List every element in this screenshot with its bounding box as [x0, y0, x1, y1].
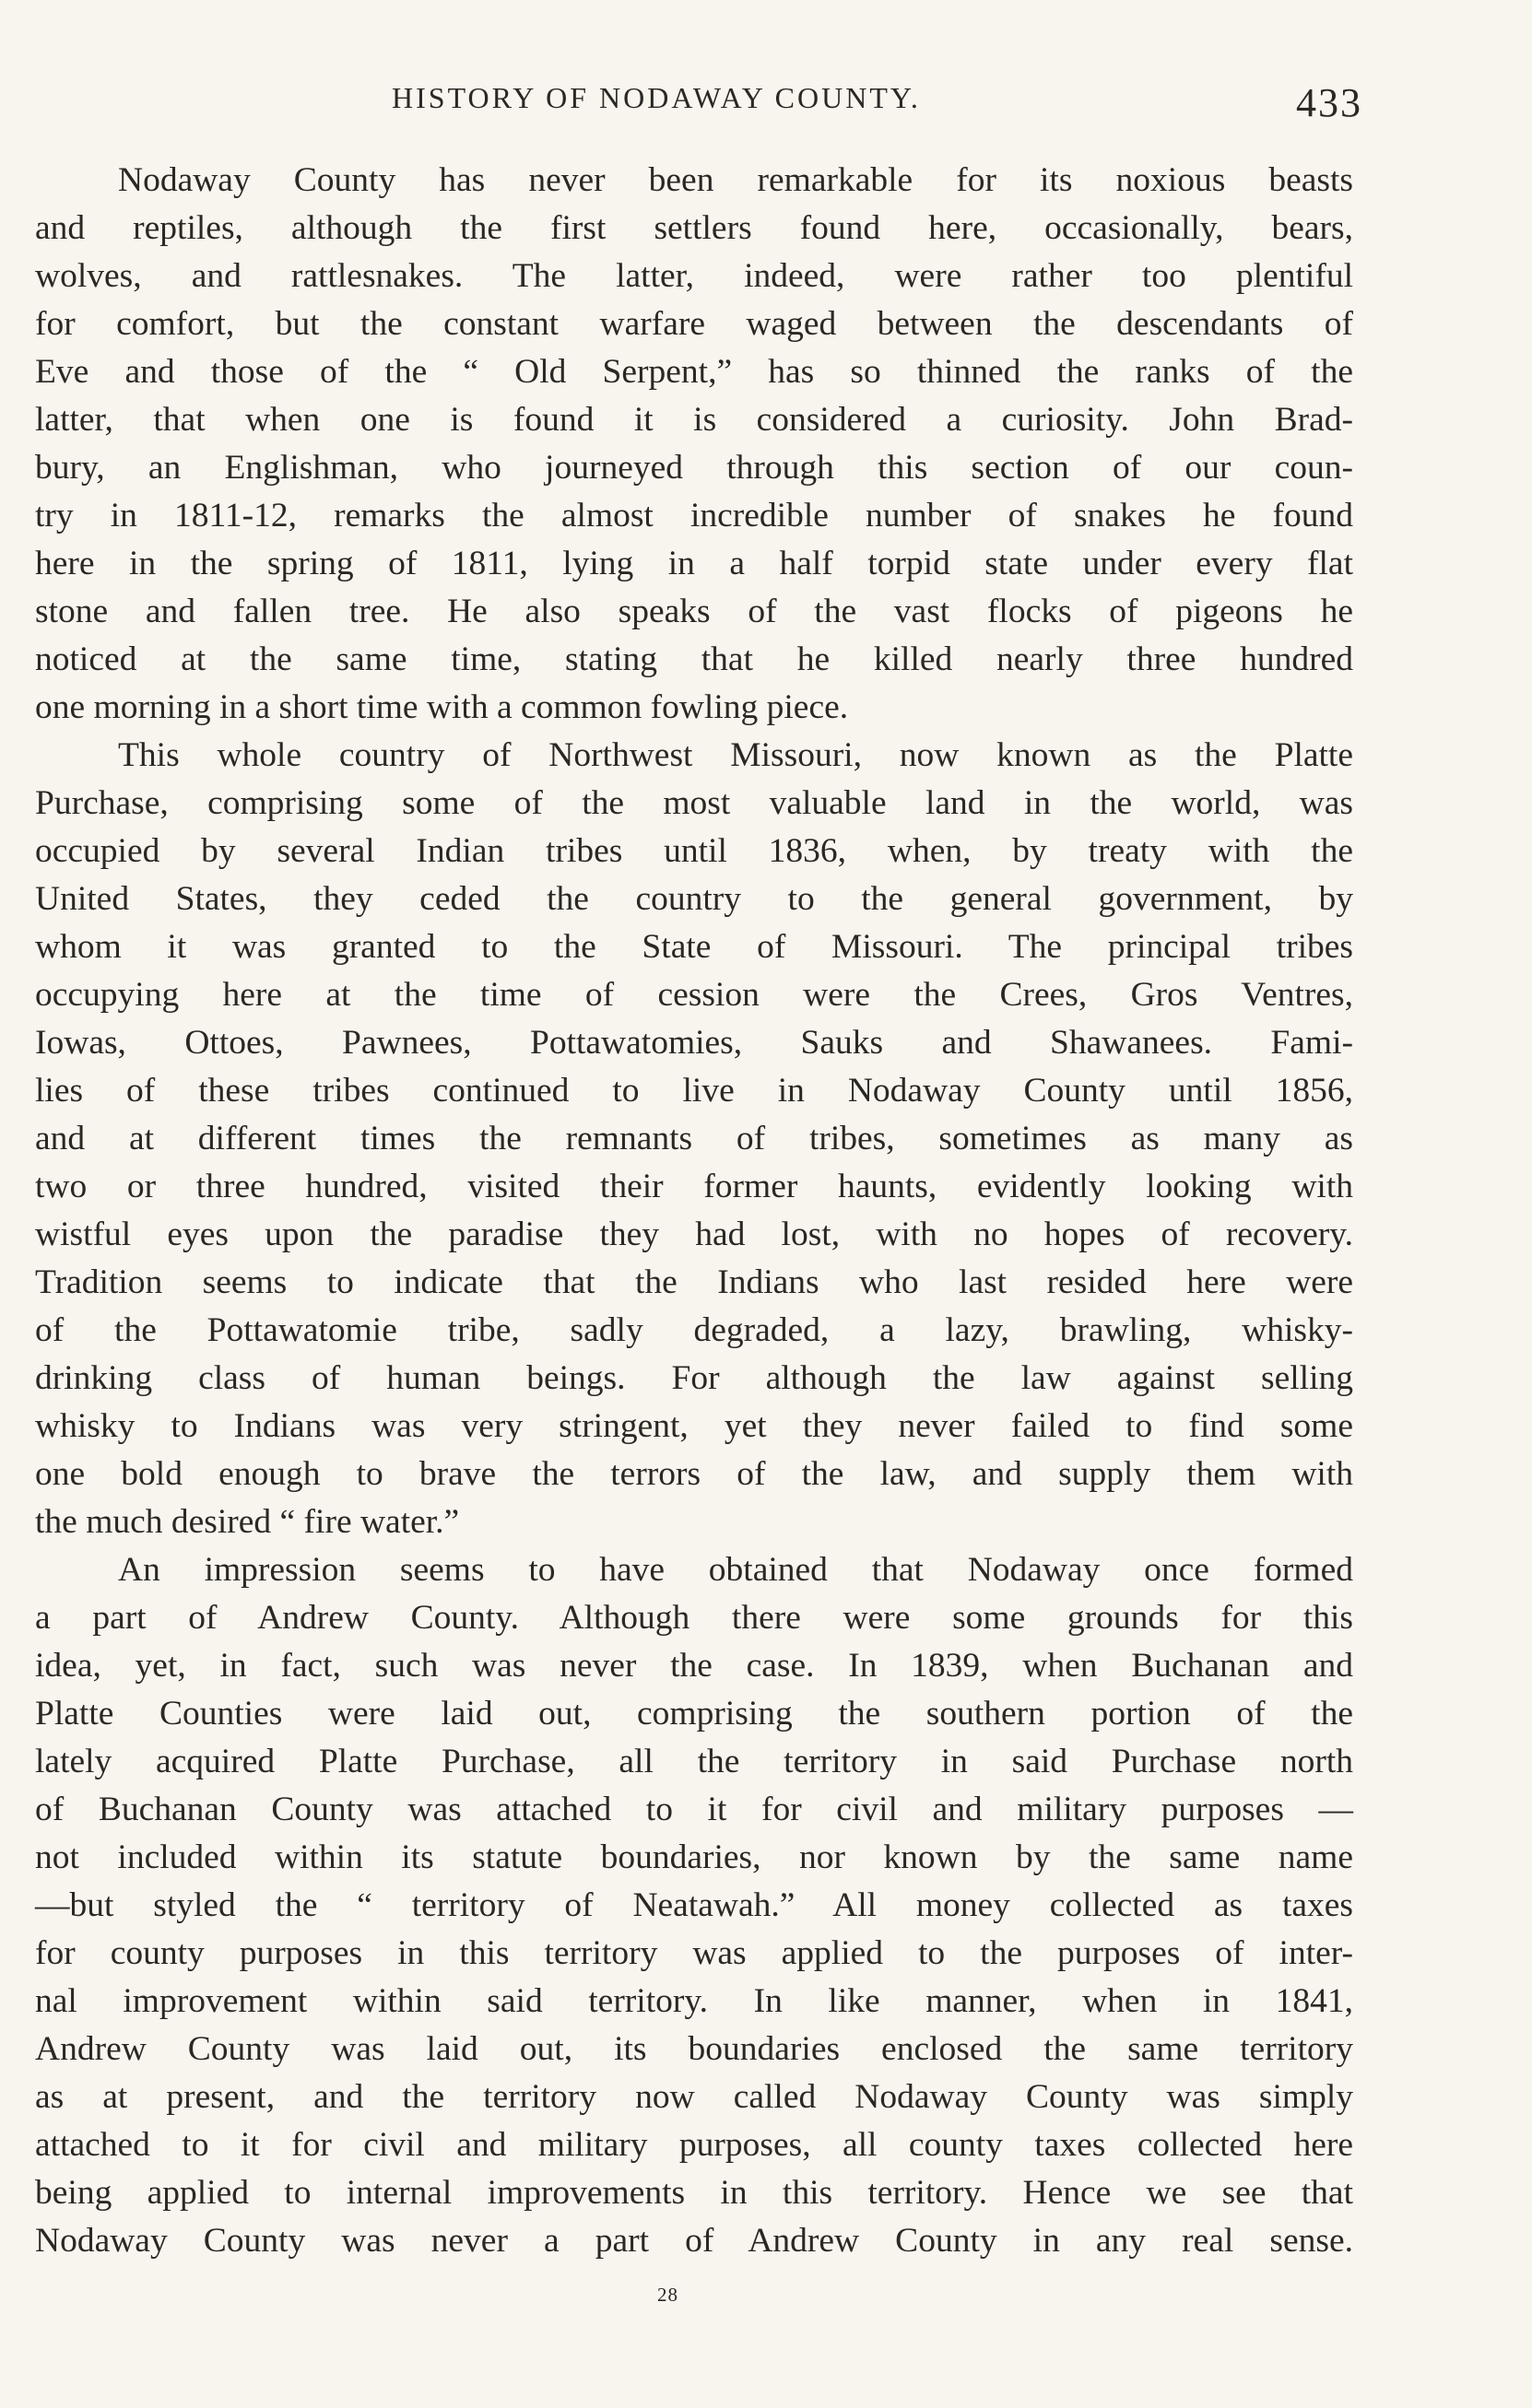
text-line: wistful eyes upon the paradise they had lost, with no hopes of recovery. — [35, 1216, 1353, 1253]
running-head: HISTORY OF NODAWAY COUNTY. — [392, 81, 921, 114]
text-line: whom it was granted to the State of Missouri. The principal tribes — [35, 928, 1353, 966]
text-line: of Buchanan County was attached to it for civil and military purposes — — [35, 1791, 1353, 1828]
text-line: being applied to internal improvements in this territory. Hence we see that — [35, 2174, 1353, 2212]
text-line: for comfort, but the constant warfare waged between the descendants of — [35, 305, 1353, 343]
text-line: try in 1811-12, remarks the almost incredible number of snakes he found — [35, 497, 1353, 534]
text-line: Tradition seems to indicate that the Indians who last resided here were — [35, 1263, 1353, 1301]
text-line: not included within its statute boundaries, nor known by the same name — [35, 1838, 1353, 1876]
signature-mark: 28 — [657, 2284, 678, 2306]
text-line: Andrew County was laid out, its boundaries enclosed the same territory — [35, 2030, 1353, 2068]
text-line: —but styled the “ territory of Neatawah.” All money collected as taxes — [35, 1886, 1353, 1924]
text-line: Eve and those of the “ Old Serpent,” has so thinned the ranks of the — [35, 353, 1353, 391]
text-line: whisky to Indians was very stringent, yet they never failed to find some — [35, 1407, 1353, 1445]
text-line: one bold enough to brave the terrors of the law, and supply them with — [35, 1455, 1353, 1493]
text-line: wolves, and rattlesnakes. The latter, indeed, were rather too plentiful — [35, 257, 1353, 295]
text-line: idea, yet, in fact, such was never the case. In 1839, when Buchanan and — [35, 1647, 1353, 1685]
text-line: lately acquired Platte Purchase, all the territory in said Purchase north — [35, 1743, 1353, 1780]
text-line: stone and fallen tree. He also speaks of the vast flocks of pigeons he — [35, 593, 1353, 630]
paragraph-indian-tribes — [35, 732, 1353, 1546]
text-line: noticed at the same time, stating that he killed nearly three hundred — [35, 640, 1353, 678]
text-line: here in the spring of 1811, lying in a half torpid state under every flat — [35, 545, 1353, 582]
text-line: as at present, and the territory now called Nodaway County was simply — [35, 2078, 1353, 2116]
paragraph-andrew-county — [35, 1546, 1353, 2265]
text-line: attached to it for civil and military purposes, all county taxes collected here — [35, 2126, 1353, 2164]
text-line: Nodaway County has never been remarkable for its noxious beasts — [118, 161, 1353, 199]
text-line: latter, that when one is found it is considered a curiosity. John Brad- — [35, 401, 1353, 439]
text-line: lies of these tribes continued to live in Nodaway County until 1856, — [35, 1072, 1353, 1110]
text-line: bury, an Englishman, who journeyed through this section of our coun- — [35, 449, 1353, 487]
text-line: drinking class of human beings. For although the law against selling — [35, 1359, 1353, 1397]
text-line: the much desired “ fire water.” — [35, 1503, 460, 1541]
text-line: for county purposes in this territory was applied to the purposes of inter- — [35, 1934, 1353, 1972]
text-line: This whole country of Northwest Missouri, now known as the Platte — [118, 736, 1353, 774]
text-line: and reptiles, although the first settlers found here, occasionally, bears, — [35, 209, 1353, 247]
paragraph-snakes — [35, 157, 1353, 732]
text-line: Iowas, Ottoes, Pawnees, Pottawatomies, Sauks and Shawanees. Fami- — [35, 1024, 1353, 1062]
text-line: of the Pottawatomie tribe, sadly degraded, a lazy, brawling, whisky- — [35, 1311, 1353, 1349]
text-line: a part of Andrew County. Although there were some grounds for this — [35, 1599, 1353, 1637]
text-line: Nodaway County was never a part of Andrew County in any real sense. — [35, 2222, 1353, 2260]
text-line: and at different times the remnants of tribes, sometimes as many as — [35, 1120, 1353, 1157]
text-line: nal improvement within said territory. In like manner, when in 1841, — [35, 1982, 1353, 2020]
text-line: Purchase, comprising some of the most valuable land in the world, was — [35, 784, 1353, 822]
text-line: Platte Counties were laid out, comprising the southern portion of the — [35, 1695, 1353, 1733]
page-number: 433 — [1296, 80, 1362, 125]
body-text — [35, 157, 1353, 2265]
text-line: two or three hundred, visited their former haunts, evidently looking with — [35, 1168, 1353, 1205]
text-line: United States, they ceded the country to the general government, by — [35, 880, 1353, 918]
text-line: An impression seems to have obtained that Nodaway once formed — [118, 1551, 1353, 1589]
text-line: occupied by several Indian tribes until 1836, when, by treaty with the — [35, 832, 1353, 870]
text-line: one morning in a short time with a common fowling piece. — [35, 688, 849, 726]
text-line: occupying here at the time of cession were the Crees, Gros Ventres, — [35, 976, 1353, 1014]
